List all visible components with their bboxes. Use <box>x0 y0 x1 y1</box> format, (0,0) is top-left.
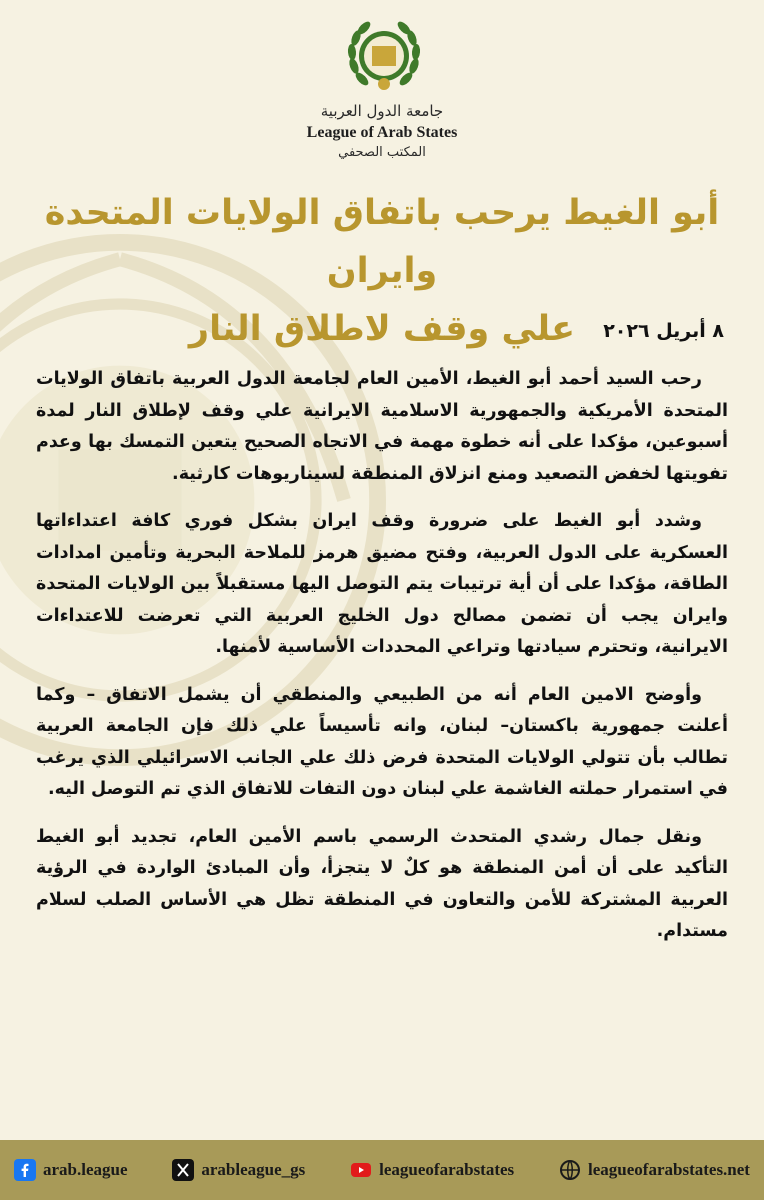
headline-line-1: أبو الغيط يرحب باتفاق الولايات المتحدة وايران <box>44 193 720 291</box>
paragraph: وشدد أبو الغيط على ضرورة وقف ايران بشكل فوري كافة اعتداءاتها العسكرية على الدول العربية، وفتح مضيق هرمز للملاحة البحرية وتأمين امدادات الطاقة، مؤكدا على أن أية ترتيبات يتم التوصل اليها مستقبلاً بين الولايات المتحدة وايران يجب أن تضمن مصالح دول الخليج العربية التي تعرضت للاعتداءات الايرانية، وتحترم سيادتها وتراعي المحددات الأساسية لأمنها. <box>36 511 728 657</box>
x-link[interactable] <box>172 1159 305 1181</box>
youtube-link[interactable] <box>350 1159 514 1181</box>
facebook-handle: arab.league <box>43 1160 128 1179</box>
website-link[interactable] <box>559 1159 750 1181</box>
x-icon <box>172 1159 194 1181</box>
facebook-link[interactable] <box>14 1159 128 1181</box>
paragraph: رحب السيد أحمد أبو الغيط، الأمين العام لجامعة الدول العربية باتفاق الولايات المتحدة الأمريكية والجمهورية الاسلامية الايرانية علي وقف لإطلاق النار لمدة أسبوعين، مؤكدا على أنه خطوة مهمة في الاتجاه الصحيح يتعين التمسك بها وعدم تفويتها لخفض التصعيد ومنع انزلاق المنطقة لسيناريوهات كارثية. <box>36 369 728 484</box>
facebook-icon <box>14 1159 36 1181</box>
social-footer <box>0 1140 764 1200</box>
arab-league-emblem-icon <box>342 16 426 100</box>
x-handle: arableague_gs <box>201 1160 306 1179</box>
letterhead <box>0 0 764 170</box>
press-office-label: المكتب الصحفي <box>338 145 426 160</box>
headline-line-2: علي وقف لاطلاق النار <box>188 309 576 349</box>
press-release-body <box>36 364 728 964</box>
org-name-arabic: جامعة الدول العربية <box>320 102 444 120</box>
globe-icon <box>559 1159 581 1181</box>
youtube-handle: leagueofarabstates <box>379 1160 515 1179</box>
paragraph: ونقل جمال رشدي المتحدث الرسمي باسم الأمين العام، تجديد أبو الغيط التأكيد على أن أمن المنطقة هو كلٌ لا يتجزأ، وأن المبادئ الواردة في الرؤية العربية المشتركة للأمن والتعاون في المنطقة تظل هي الأساس الصلب لسلام مستدام. <box>36 826 728 941</box>
org-name-english: League of Arab States <box>306 124 458 141</box>
website-url: leagueofarabstates.net <box>588 1160 750 1179</box>
youtube-icon <box>350 1159 372 1181</box>
paragraph: وأوضح الامين العام أنه من الطبيعي والمنطقي أن يشمل الاتفاق – وكما أعلنت جمهورية باكستان– لبنان، وانه تأسيساً علي ذلك فإن الجامعة العربية تطالب بأن تتولي الولايات المتحدة فرض ذلك علي الجانب الاسرائيلي الذي يرغب في استمرار حملته الغاشمة علي لبنان دون التفات للاتفاق الذي تم التوصل اليه. <box>36 684 728 799</box>
release-date: ٨ أبريل ٢٠٢٦ <box>603 320 724 342</box>
